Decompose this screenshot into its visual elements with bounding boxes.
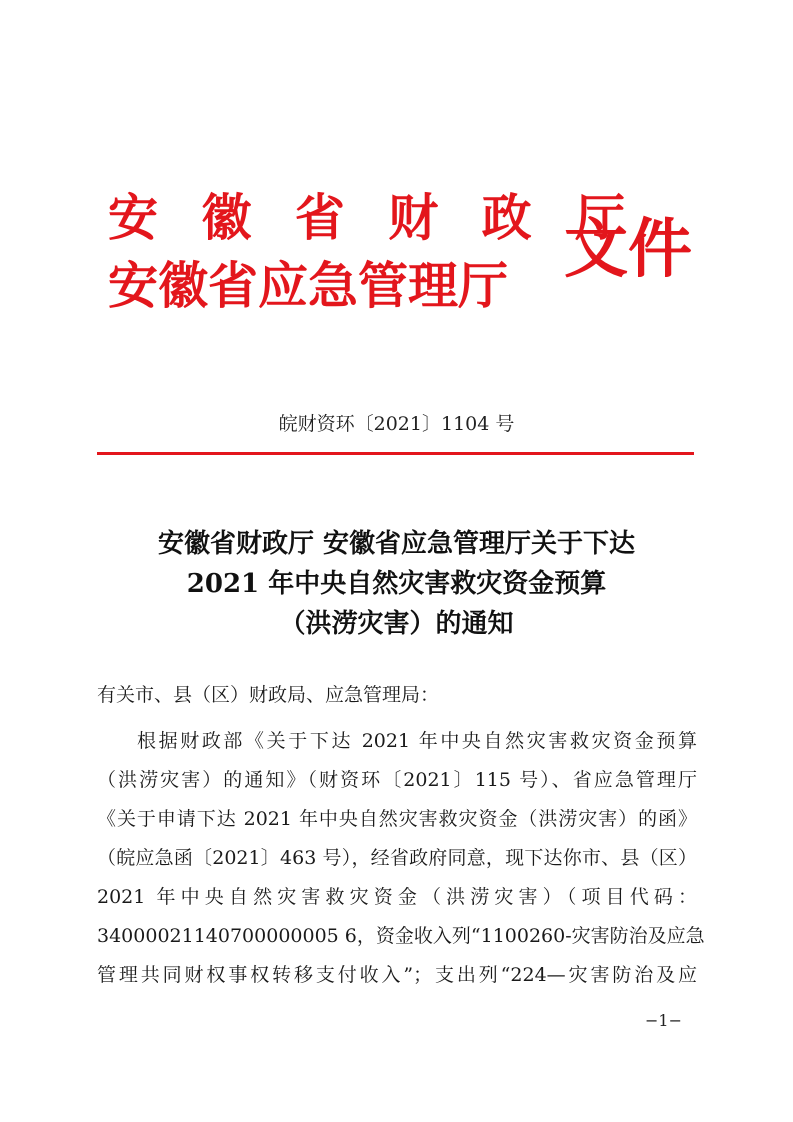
body-line: 《关于申请下达 2021 年中央自然灾害救灾资金（洪涝灾害）的函》 (97, 808, 697, 830)
salutation: 有关市、县（区）财政局、应急管理局： (97, 684, 440, 706)
body-line: 2021 年中央自然灾害救灾资金（洪涝灾害）（项目代码： (97, 886, 697, 908)
title-line-3: （洪涝灾害）的通知 (279, 609, 514, 639)
issuer-finance-department: 安 徽 省 财 政 厅 (108, 188, 639, 247)
page-number: −1− (645, 1011, 682, 1030)
body-line: （洪涝灾害）的通知》（财资环〔2021〕115 号）、省应急管理厅 (97, 769, 697, 791)
issuer-emergency-department: 安徽省应急管理厅 (108, 256, 508, 315)
red-divider (97, 452, 694, 455)
body-line: 根据财政部《关于下达 2021 年中央自然灾害救灾资金预算 (137, 730, 697, 752)
body-line: 管理共同财权事权转移支付收入”；支出列“224—灾害防治及应 (97, 964, 697, 986)
body-line: 34000021140700000005 6，资金收入列“1100260-灾害防治及应急 (97, 925, 705, 947)
body-text (97, 722, 705, 995)
title-line-2: 2021 年中央自然灾害救灾资金预算 (186, 569, 607, 599)
title-line-1: 安徽省财政厅 安徽省应急管理厅关于下达 (157, 529, 636, 559)
document-suffix: 文件 (564, 212, 692, 287)
issuer-header (108, 188, 698, 328)
body-line: （皖应急函〔2021〕463 号），经省政府同意，现下达你市、县（区） (97, 847, 697, 869)
document-title (0, 524, 793, 644)
document-number: 皖财资环〔2021〕1104 号 (278, 413, 515, 435)
